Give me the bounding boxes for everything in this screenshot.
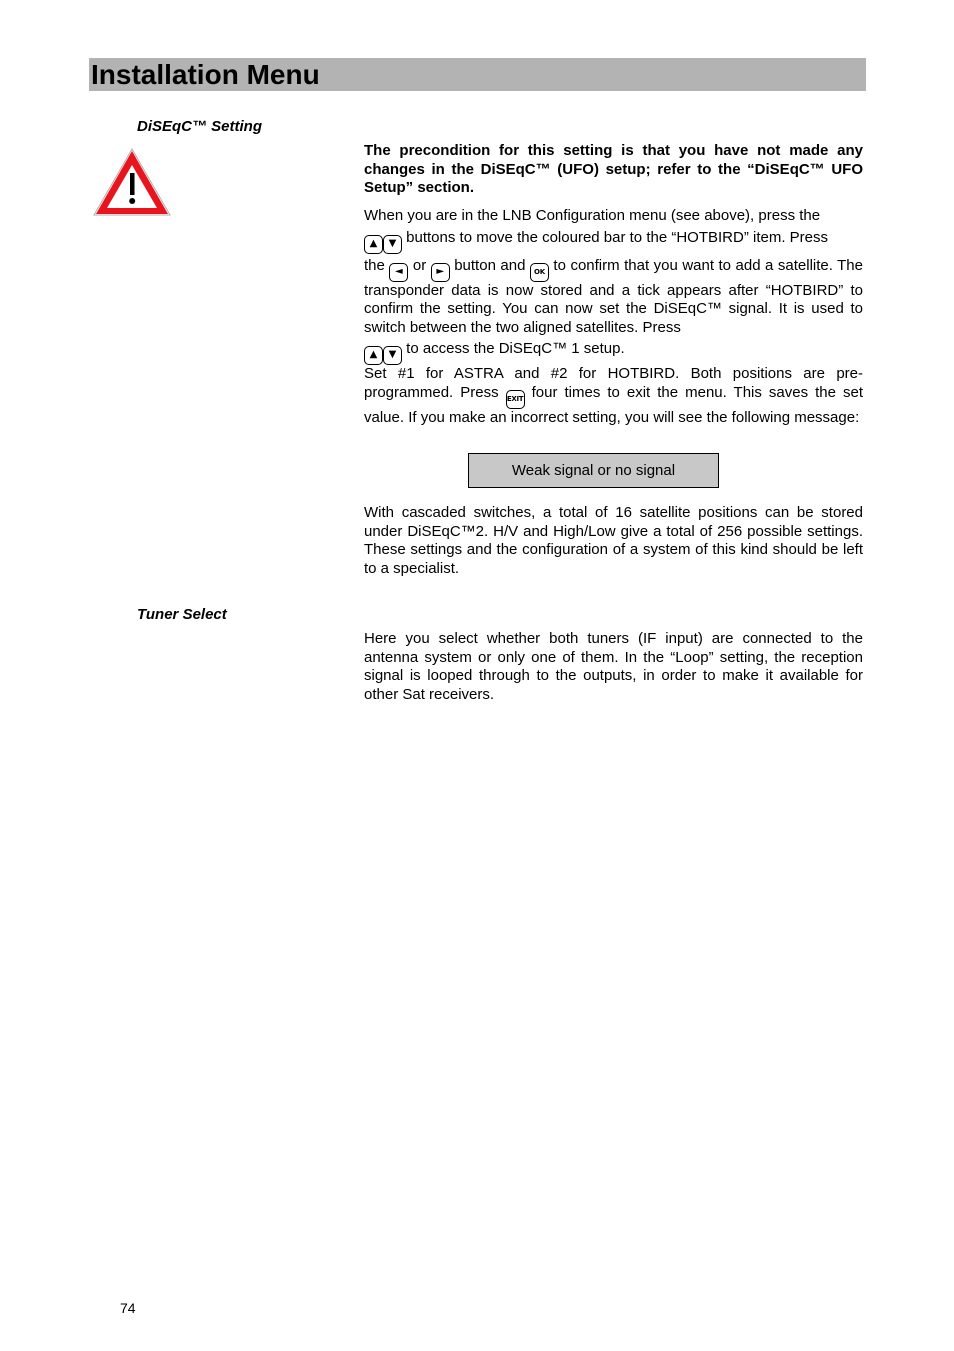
tuner-text: Here you select whether both tuners (IF input) are connected to the antenna system or only one of them. In the “Loop” setting, the reception signal is looped through to the outputs, in order to make it available for other Sat receivers. (364, 630, 863, 703)
exit-key-icon: EXIT (506, 390, 525, 409)
tuner-paragraph (364, 630, 863, 704)
ok-key-icon: OK (530, 263, 549, 282)
instruction-text: When you are in the LNB Configuration menu (see above), press the (364, 207, 821, 224)
instruction-text: the (364, 256, 390, 274)
cascade-text: With cascaded switches, a total of 16 satellite positions can be stored under DiSEqC™2. H/V and High/Low give a total of 256 possible settings. These settings and the configuration of a system of this kind should be left to a specialist. (364, 504, 863, 577)
section-heading-tuner: Tuner Select (137, 606, 227, 623)
down-arrow-key-icon: ▼ (383, 235, 402, 254)
instruction-paragraph (364, 257, 863, 338)
diseqc-instructions (364, 207, 863, 428)
warning-triangle-icon (93, 148, 171, 216)
page-title: Installation Menu (91, 59, 320, 90)
weak-signal-message-box: Weak signal or no signal (468, 453, 719, 488)
header-bar (89, 58, 866, 91)
up-arrow-key-icon: ▲ (364, 346, 383, 365)
instruction-line (364, 226, 863, 254)
precondition-note: The precondition for this setting is that you have not made any changes in the DiSEqC™ (UFO) setup; refer to the “DiSEqC™ UFO Setup” section. (364, 142, 863, 197)
down-arrow-key-icon: ▼ (383, 346, 402, 365)
up-arrow-key-icon: ▲ (364, 235, 383, 254)
section-heading-diseqc: DiSEqC™ Setting (137, 118, 263, 135)
diseqc-note (364, 142, 863, 198)
instruction-text: or (408, 256, 431, 274)
diseqc-cascade-paragraph (364, 504, 863, 578)
page-number: 74 (120, 1300, 136, 1316)
instruction-text: four times to exit the menu. This saves the set value. If you make an incorrect setting, you will see the following message: (364, 383, 863, 426)
right-arrow-key-icon: ► (431, 263, 450, 282)
instruction-text: to confirm that you want to add a satellite. The transponder data is now stored and a tick appears after “HOTBIRD” to confirm the setting. You can now set the DiSEqC™ signal. It is used to switch between the two aligned satellites. Press (364, 256, 863, 336)
instruction-text: buttons to move the coloured bar to the “HOTBIRD” item. Press (402, 228, 829, 246)
instruction-text: button and (449, 256, 530, 274)
instruction-text: to access the DiSEqC™ 1 setup. (402, 340, 625, 358)
instruction-paragraph (364, 365, 863, 427)
instruction-line (364, 337, 863, 365)
instruction-text: Set #1 for ASTRA and #2 for HOTBIRD. Both positions are pre-programmed. Press (364, 365, 863, 401)
left-arrow-key-icon: ◄ (389, 263, 408, 282)
